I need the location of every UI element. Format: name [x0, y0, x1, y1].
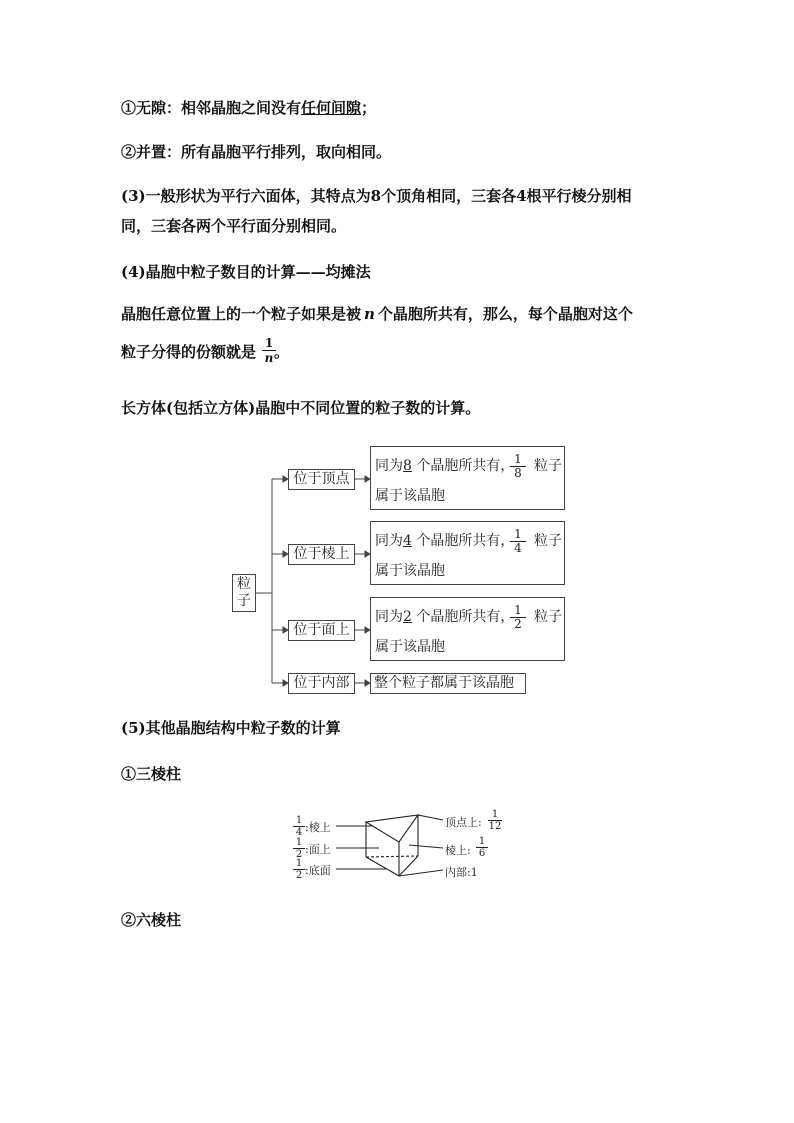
- fraction-1-4: 1 4: [510, 528, 526, 555]
- prism-label-vertex: 顶点上:: [445, 816, 482, 829]
- line-8: 长方体(包括立方体)晶胞中不同位置的粒子数的计算。: [121, 399, 481, 417]
- line-4: 同，三套各两个平行面分别相同。: [121, 217, 347, 235]
- prism-right-frac-2: 1 6: [476, 836, 488, 859]
- branch-label-vertex: 位于顶点: [288, 469, 355, 490]
- detail-box-interior: 整个粒子都属于该晶胞: [370, 673, 526, 694]
- branch-label-face: 位于面上: [288, 620, 355, 641]
- prism-right-frac-1: 1 12: [488, 809, 502, 832]
- prism-label-base: :底面: [305, 864, 331, 877]
- prism-left-frac-3: 1 2: [293, 858, 305, 881]
- line-1: ①无隙：相邻晶胞之间没有任何间隙；: [121, 99, 377, 117]
- detail-box-face: 同为2 个晶胞所共有， 1 2 粒子 属于该晶胞: [370, 597, 565, 661]
- detail-box-vertex: 同为8 个晶胞所共有， 1 8 粒子 属于该晶胞: [370, 446, 565, 510]
- prism-left-frac-1: 1 4: [293, 815, 305, 838]
- var-n: n: [364, 305, 375, 323]
- line-7: 粒子分得的份额就是 。: [121, 343, 290, 361]
- prism-label-edge-right: 棱上:: [445, 844, 471, 857]
- section-heading-5: (5)其他晶胞结构中粒子数的计算: [121, 719, 341, 737]
- prism-triangular-heading: ①三棱柱: [121, 765, 182, 783]
- tree-root-box: 粒子: [232, 574, 256, 612]
- prism-label-edge-left: :棱上: [305, 821, 331, 834]
- underlined-term: 任何间隙: [301, 99, 362, 117]
- detail-box-edge: 同为4 个晶胞所共有， 1 4 粒子 属于该晶胞: [370, 521, 565, 585]
- branch-label-interior: 位于内部: [288, 673, 355, 694]
- prism-left-frac-2: 1 2: [293, 837, 305, 860]
- prism-label-face: :面上: [305, 843, 331, 856]
- fraction-1-2: 1 2: [510, 604, 526, 631]
- line-6: 晶胞任意位置上的一个粒子如果是被 n 个晶胞所共有，那么，每个晶胞对这个: [121, 305, 633, 323]
- fraction-1-8: 1 8: [510, 453, 526, 480]
- line-2: ②并置：所有晶胞平行排列，取向相同。: [121, 143, 392, 161]
- prism-label-interior: 内部:1: [445, 866, 478, 879]
- line-3: (3)一般形状为平行六面体，其特点为8个顶角相同，三套各4根平行棱分别相: [121, 187, 632, 205]
- fraction-1-over-n: $\frac{1}{n}$: [262, 336, 276, 365]
- prism-hexagonal-heading: ②六棱柱: [121, 911, 182, 929]
- section-heading-4: (4)晶胞中粒子数目的计算——均摊法: [121, 263, 371, 281]
- branch-label-edge: 位于棱上: [288, 544, 355, 565]
